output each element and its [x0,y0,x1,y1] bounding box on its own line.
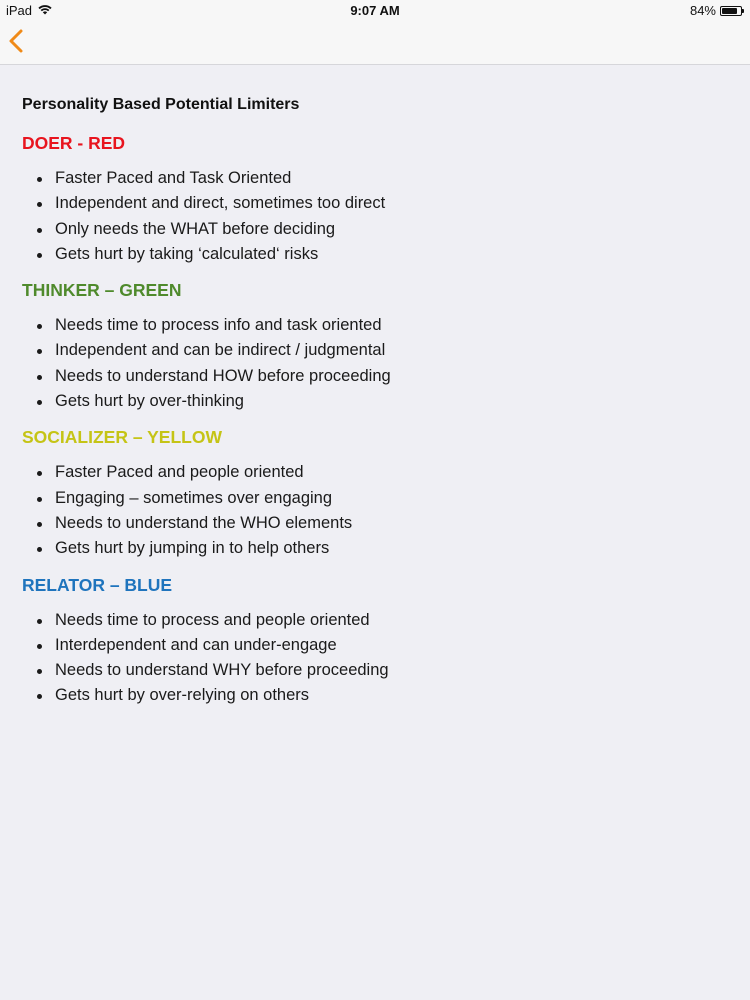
list-item: Gets hurt by over-thinking [22,389,722,414]
list-item: Needs to understand WHY before proceeding [22,658,722,683]
nav-bar [0,20,750,65]
section-heading: SOCIALIZER – YELLOW [22,427,222,448]
list-item: Needs to understand HOW before proceeding [22,364,722,389]
battery-icon [720,6,742,16]
section-list [22,460,722,561]
list-item: Faster Paced and Task Oriented [22,166,722,191]
list-item: Gets hurt by over-relying on others [22,683,722,708]
section-heading: RELATOR – BLUE [22,574,173,595]
battery-cap [742,9,744,13]
status-time: 9:07 AM [350,3,400,18]
section-heading: DOER - RED [22,133,126,153]
section-list [22,608,722,709]
section-0 [22,130,722,267]
list-item: Needs time to process and people oriented [22,608,722,633]
section-1 [22,277,722,414]
sections-container [22,130,722,709]
section-list [22,166,722,267]
battery-percent: 84% [689,3,716,18]
list-item: Independent and direct, sometimes too direct [22,191,722,216]
section-2 [22,424,722,561]
back-button[interactable] [4,26,32,56]
main-content [22,96,722,719]
status-right [690,3,742,18]
device-name: iPad [6,3,33,18]
list-item: Needs time to process info and task oriented [22,313,722,338]
list-item: Needs to understand the WHO elements [22,511,722,536]
section-heading: THINKER – GREEN [22,280,182,301]
list-item: Interdependent and can under-engage [22,633,722,658]
list-item: Faster Paced and people oriented [22,460,722,485]
chevron-left-icon[interactable] [4,26,32,56]
section-list [22,313,722,414]
list-item: Gets hurt by jumping in to help others [22,536,722,561]
list-item: Gets hurt by taking ‘calculated‘ risks [22,242,722,267]
list-item: Independent and can be indirect / judgmental [22,338,722,363]
page-title: Personality Based Potential Limiters [22,96,300,113]
battery-fill [722,8,737,14]
status-bar [0,0,750,20]
list-item: Only needs the WHAT before deciding [22,217,722,242]
list-item: Engaging – sometimes over engaging [22,486,722,511]
section-3 [22,572,722,709]
